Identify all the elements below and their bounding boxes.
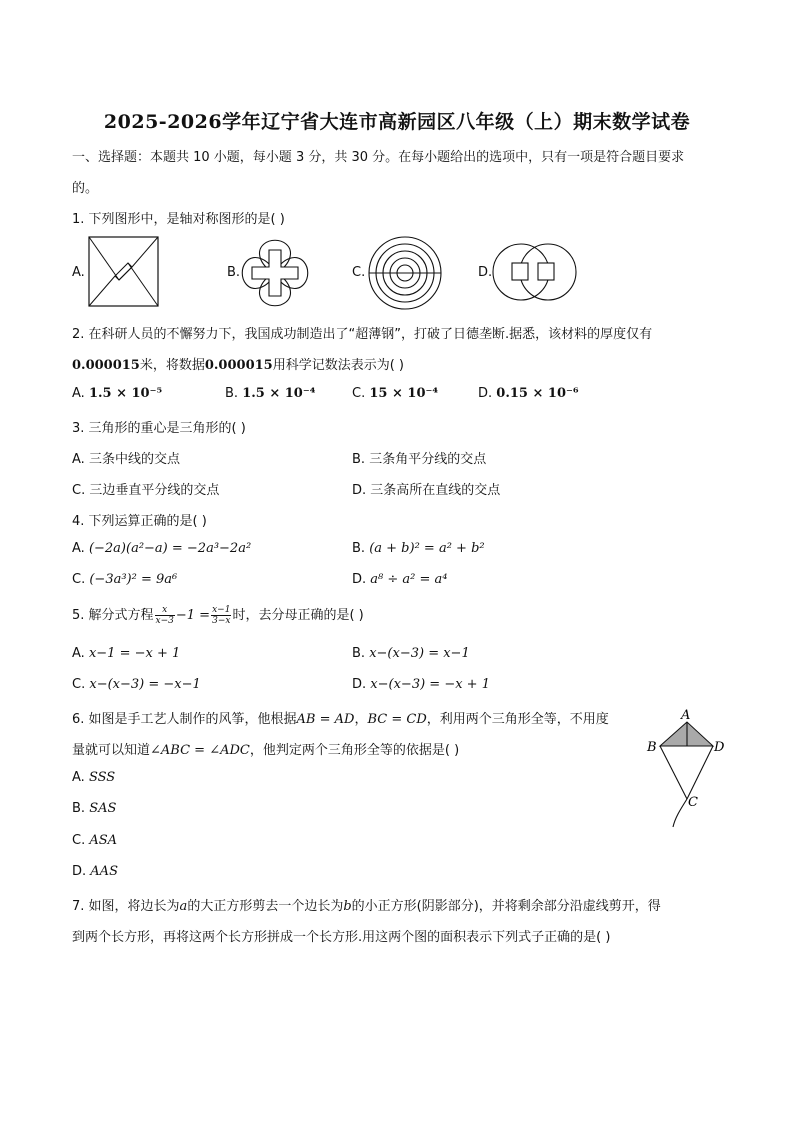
kite-label-c: C	[688, 795, 698, 810]
q3-option-d[interactable]: D. 三条高所在直线的交点	[352, 483, 501, 498]
q5-option-d[interactable]: D. x−(x−3) = −x + 1	[352, 677, 490, 692]
q2-text-end: 用科学记数法表示为( )	[272, 358, 404, 373]
q1-figure-a	[88, 236, 160, 308]
q6-option-c[interactable]: C. ASA	[72, 833, 118, 848]
q5-stem: 5. 解分式方程 $\frac{x}{x-3}$ −1 = $\frac{x-1}{3-x}$ 时，去分母正确的是( )	[72, 605, 364, 626]
q1-figure-c	[367, 236, 443, 310]
q1-label-d: D.	[478, 265, 493, 280]
kite-label-a: A	[681, 708, 691, 723]
kite-label-b: B	[647, 740, 657, 755]
q3-option-a[interactable]: A. 三条中线的交点	[72, 452, 180, 467]
q4-option-d[interactable]: D. a⁸ ÷ a² = a⁴	[352, 572, 448, 587]
q4-option-c[interactable]: C. (−3a³)² = 9a⁶	[72, 572, 178, 587]
q6-stem-line1: 6. 如图是手工艺人制作的风筝，他根据AB = AD，BC = CD，利用两个三角形全等，不用度	[72, 712, 609, 727]
q4-stem: 4. 下列运算正确的是( )	[72, 514, 207, 529]
q2-option-c[interactable]: C. 15 × 10⁻⁴	[352, 386, 439, 401]
q5-option-a[interactable]: A. x−1 = −x + 1	[72, 646, 181, 661]
q2-option-b[interactable]: B. 1.5 × 10⁻⁴	[225, 386, 316, 401]
q7-stem-line2: 到两个长方形，再将这两个长方形拼成一个长方形.用这两个图的面积表示下列式子正确的是( )	[72, 930, 611, 945]
q1-label-a: A.	[72, 265, 85, 280]
q2-stem-line1: 2. 在科研人员的不懈努力下，我国成功制造出了“超薄钢”，打破了日德垄断.据悉，该材料的厚度仅有	[72, 327, 653, 342]
section-heading: 一、选择题：本题共 10 小题，每小题 3 分，共 30 分。在每小题给出的选项中，只有一项是符合题目要求	[72, 150, 685, 165]
q3-stem: 3. 三角形的重心是三角形的( )	[72, 421, 246, 436]
q1-stem: 1. 下列图形中，是轴对称图形的是( )	[72, 212, 285, 227]
q1-figure-d	[492, 241, 578, 303]
q6-option-d[interactable]: D. AAS	[72, 864, 118, 879]
q3-option-b[interactable]: B. 三条角平分线的交点	[352, 452, 487, 467]
q5-fraction-1: $\frac{x}{x-3}$	[155, 605, 174, 626]
q6-option-a[interactable]: A. SSS	[72, 770, 116, 785]
q2-stem-line2	[72, 354, 404, 373]
q5-fraction-2: $\frac{x-1}{3-x}$	[212, 605, 231, 626]
q3-option-c[interactable]: C. 三边垂直平分线的交点	[72, 483, 220, 498]
section-heading-cont: 的。	[72, 181, 99, 196]
q2-option-d[interactable]: D. 0.15 × 10⁻⁶	[478, 386, 579, 401]
q1-label-b: B.	[227, 265, 241, 280]
kite-figure	[644, 706, 730, 830]
q5-option-c[interactable]: C. x−(x−3) = −x−1	[72, 677, 201, 692]
q4-option-b[interactable]: B. (a + b)² = a² + b²	[352, 541, 485, 556]
q7-stem-line1: 7. 如图，将边长为a的大正方形剪去一个边长为b的小正方形(阴影部分)，并将剩余部分沿虚线剪开，得	[72, 899, 661, 914]
kite-label-d: D	[714, 740, 725, 755]
q1-figure-b	[240, 238, 310, 308]
q2-text: 米，将数据	[139, 358, 205, 373]
q6-option-b[interactable]: B. SAS	[72, 801, 117, 816]
q2-option-a[interactable]: A. 1.5 × 10⁻⁵	[72, 386, 163, 401]
q2-number: 0.000015	[72, 358, 140, 373]
q6-stem-line2: 量就可以知道∠ABC = ∠ADC，他判定两个三角形全等的依据是( )	[72, 743, 460, 758]
q4-option-a[interactable]: A. (−2a)(a²−a) = −2a³−2a²	[72, 541, 252, 556]
q2-number-2: 0.000015	[204, 358, 273, 373]
q1-label-c: C.	[352, 265, 366, 280]
page-title: 2025-2026学年辽宁省大连市高新园区八年级（上）期末数学试卷	[103, 111, 691, 133]
q5-option-b[interactable]: B. x−(x−3) = x−1	[352, 646, 470, 661]
